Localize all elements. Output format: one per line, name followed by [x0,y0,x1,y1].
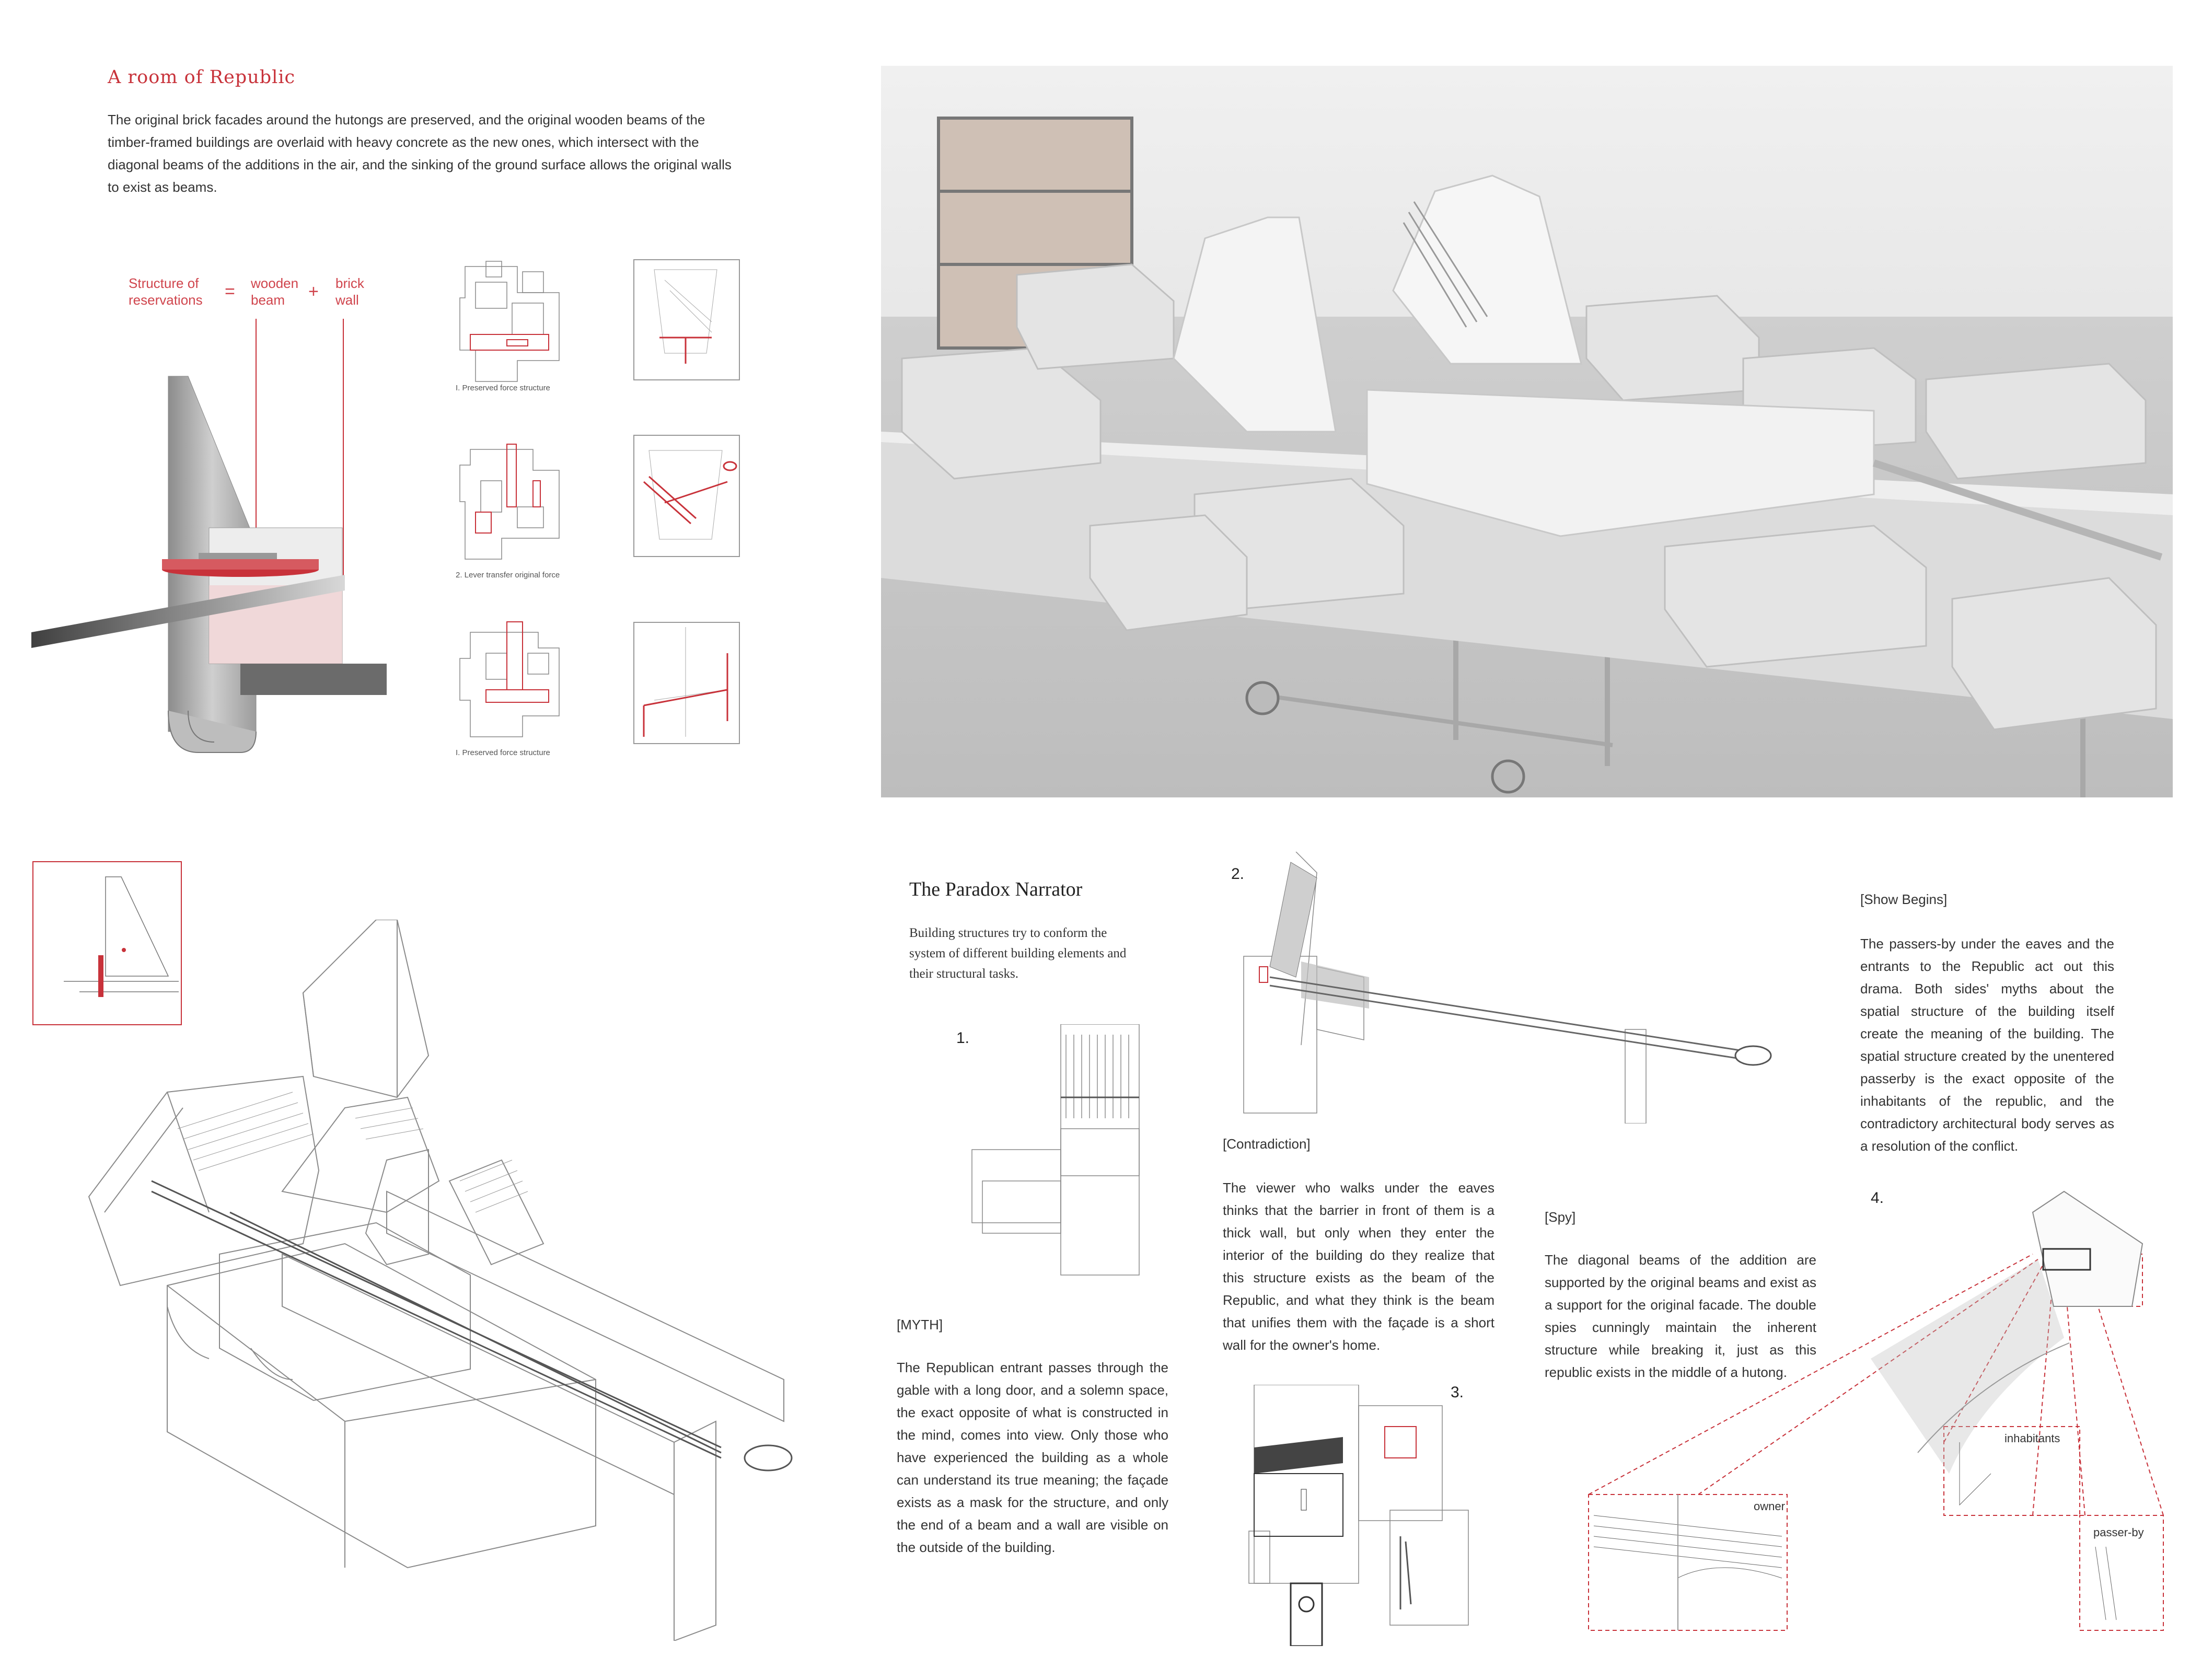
axon-diagram-2 [633,435,740,557]
equation-term-reservations: Structure of reservations [129,275,203,308]
axon-diagram-1 [633,259,740,380]
figure-number-3: 3. [1451,1384,1464,1401]
intro-paragraph: The original brick facades around the hutongs are preserved, and the original wooden beams of the timber-framed buildings are overlaid with heavy concrete as the new ones, which intersect with the diagonal beams of the additions in the air, and the sinking of the ground surface allows the original walls to exist as beams. [108,112,732,195]
narrator-title: The Paradox Narrator [909,878,1083,900]
contradiction-text: The viewer who walks under the eaves thinks that the barrier in front of them is a thick wall, but only when they enter the interior of the building do they realize that this structure exists as the beam of the Republic, and what they think is the beam that unifies them with the façade is a short wall for the owner's home. [1223,1180,1494,1353]
figure-number-1: 1. [956,1029,970,1047]
section-figure-1 [961,1024,1150,1285]
perspective-figure-4 [1583,1181,2179,1636]
callout-label-inhabitants: inhabitants [2004,1432,2060,1445]
model-photo [881,66,2173,797]
diagram-caption-3: I. Preserved force structure [456,748,550,757]
page-title: A room of Republic [108,67,296,88]
plan-diagram-1 [455,251,570,392]
myth-text: The Republican entrant passes through the gable with a long door, and a solemn space, the exact opposite of what is constructed in the mind, comes into view. Only those who have experienced the building as a whole can understand its true meaning; the façade exists as a mask for the structure, and only the end of a beam and a wall are visible on the outside of the building. [897,1360,1168,1555]
myth-heading: [MYTH] [897,1317,943,1333]
section-figure-3 [1238,1385,1489,1646]
spy-text: The diagonal beams of the addition are supported by the original beams and exist as a support for the original facade. The double spies cunningly maintain the inherent structure while breaking it, just as this republic exists in the middle of a hutong. [1545,1252,1816,1380]
equation-term-brick-wall: brick wall [335,275,364,308]
diagram-caption-1: I. Preserved force structure [456,384,550,392]
section-figure-2 [1238,852,1782,1123]
figure-number-4: 4. [1871,1189,1884,1207]
plan-diagram-3 [455,617,570,747]
figure-number-2: 2. [1231,865,1245,883]
equation-term-wooden-beam: wooden beam [251,275,299,308]
show-heading: [Show Begins] [1860,891,1948,907]
show-text: The passers-by under the eaves and the entrants to the Republic act out this drama. Both sides' myths about the spatial structure of the building itself create the meaning of the building. The spatial structure created by the unentered passerby is the exact opposite of the inhabitants of the republic, and the contradictory architectural body serves as a resolution of the conflict. [1860,936,2114,1154]
callout-label-passer-by: passer-by [2093,1526,2144,1539]
narrator-intro: Building structures try to conform the system of different building elements and their structural tasks. [909,926,1127,981]
spy-heading: [Spy] [1545,1209,1576,1225]
equation-plus: + [308,282,319,302]
contradiction-heading: [Contradiction] [1223,1136,1311,1152]
plan-diagram-2 [455,434,570,564]
callout-label-owner: owner [1754,1500,1785,1513]
axon-diagram-3 [633,622,740,744]
structure-section-drawing [21,314,387,784]
equation-equals: = [225,282,235,302]
exploded-axonometric-drawing [73,920,815,1641]
diagram-caption-2: 2. Lever transfer original force [456,571,560,580]
